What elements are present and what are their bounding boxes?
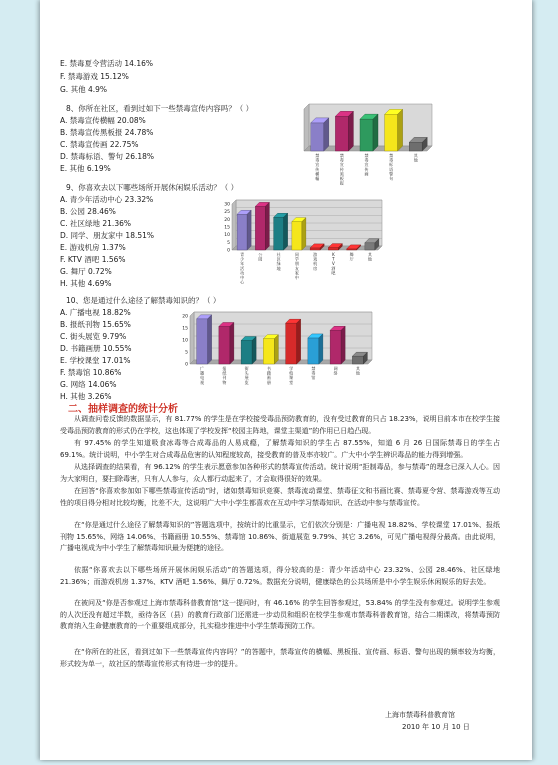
chart-category-label: 其他: [367, 252, 372, 262]
q10-option: A. 广播电视 18.82%: [60, 308, 131, 317]
chart-category-label: 其他: [413, 153, 418, 163]
chart-bar-side: [297, 319, 301, 364]
chart-category-label: 社区绿地: [276, 252, 281, 271]
chart-category-label: 舞厅: [349, 252, 354, 262]
chart-bar: [255, 206, 265, 250]
chart-bar-side: [265, 202, 269, 250]
chart-category-label: 广播电视: [200, 366, 205, 385]
chart-category-label: 游戏机房: [313, 252, 318, 271]
q8-option: C. 禁毒宣传画 22.75%: [60, 140, 139, 149]
q9-bar-chart: [218, 194, 393, 284]
q10-option: G. 网络 14.06%: [60, 380, 117, 389]
q7-option-e: E. 禁毒夏令营活动 14.16%: [60, 59, 153, 68]
chart-bar: [365, 243, 375, 250]
chart-bar-side: [247, 210, 251, 250]
chart-category-label: K T V 酒吧: [331, 252, 336, 276]
q8-bar-chart: [296, 98, 446, 186]
chart-category-label: 书籍画册: [266, 366, 271, 385]
chart-tick-label: 0: [185, 362, 188, 368]
chart-bar-side: [373, 114, 378, 151]
q10-option: F. 禁毒馆 10.86%: [60, 368, 122, 377]
chart-bar: [237, 214, 247, 250]
chart-bar-side: [341, 326, 345, 364]
signature-org: 上海市禁毒科普教育馆: [385, 711, 455, 719]
q10-option: H. 其他 3.26%: [60, 392, 112, 401]
chart-bar: [360, 119, 373, 151]
q8-option: E. 其他 6.19%: [60, 164, 111, 173]
paragraph: 在“你所在的社区，看到过如下一些禁毒宣传内容吗？”的答题中，禁毒宣传的横幅、黑板报、宣传画、标语、警句出现的频率较为均衡，形式较为单一，故社区的禁毒宣传形式有待进一步的提升。: [60, 648, 500, 668]
chart-bar: [241, 341, 252, 364]
chart-category-label: 禁毒馆: [311, 366, 316, 381]
chart-tick-label: 20: [224, 217, 230, 223]
chart-bar-side: [398, 109, 403, 151]
chart-tick-label: 25: [224, 210, 230, 216]
q10-option: B. 报纸刊物 15.65%: [60, 320, 131, 329]
q8-title: 8、你所在社区，看到过如下一些禁毒宣传内容吗？（ ）: [66, 104, 254, 113]
chart-side-wall: [190, 312, 194, 364]
chart-bar-side: [208, 315, 212, 364]
chart-tick-label: 0: [227, 248, 230, 254]
chart-tick-label: 5: [185, 350, 188, 356]
q9-option: H. 其他 4.69%: [60, 279, 112, 288]
q9-option: C. 社区绿地 21.36%: [60, 219, 131, 228]
q10-option: E. 学校课堂 17.01%: [60, 356, 131, 365]
paragraph: 在回答“你喜欢参加如下哪些禁毒宣传活动”时，诸如禁毒知识竞赛、禁毒流动课堂、禁毒征文和书画比赛、禁毒夏令营、禁毒游戏等互动性的项目得分相对比较均衡，比差不大，这说明广大中小学生都喜欢在互动中学习禁毒知识、在活动中参与禁毒宣传。: [60, 487, 500, 507]
chart-bar-side: [324, 118, 329, 151]
chart-bar: [310, 248, 320, 250]
signature-date: 2010 年 10 月 10 日: [402, 723, 470, 731]
chart-category-label: 其他: [355, 366, 360, 376]
chart-bar-side: [302, 218, 306, 250]
chart-bar: [292, 222, 302, 250]
q10-option: D. 书籍画册 10.55%: [60, 344, 132, 353]
chart-side-wall: [304, 104, 309, 151]
chart-bar: [197, 319, 208, 364]
q7-option-g: G. 其他 4.9%: [60, 85, 108, 94]
chart-bar: [328, 248, 338, 250]
chart-category-label: 网络: [333, 366, 338, 376]
q10-title: 10、您是通过什么途径了解禁毒知识的？（ ）: [66, 296, 221, 305]
q8-option: A. 禁毒宣传横幅 20.08%: [60, 116, 146, 125]
chart-side-wall: [232, 200, 236, 250]
chart-category-label: 禁毒宣传黑板报: [339, 153, 344, 186]
chart-tick-label: 20: [182, 314, 188, 320]
chart-bar: [219, 326, 230, 364]
chart-category-label: 学校课堂: [289, 366, 294, 385]
chart-bar: [263, 339, 274, 364]
chart-tick-label: 5: [227, 240, 230, 246]
chart-category-label: 禁毒标语警句: [389, 153, 394, 181]
paragraph: 在被问及“你是否参观过上海市禁毒科普教育馆”这一提问时，有 46.16% 的学生回答参观过，53.84% 的学生没有参观过。说明学生参观的人次还没有超过半数，亟待各区（县）的教育行政部门还需进一步动员和组织在校学生参观市禁毒科普教育馆，结合二期课改，将禁毒预防教育纳入生命健康教育的一个重要组成部分，扎实稳步推进中小学生禁毒预防工作。: [60, 599, 500, 631]
chart-bar: [409, 142, 422, 151]
q8-option: B. 禁毒宣传黑板报 24.78%: [60, 128, 154, 137]
paragraph: 依据“你喜欢去以下哪些场所开展休闲娱乐活动”的答题选项，得分较高的是：青少年活动中心 23.32%、公园 28.46%、社区绿地 21.36%；而游戏机房 1.37%、KTV 酒吧 1.56%、舞厅 0.72%。数据充分说明，健康绿色的公共场所是中小学生娱乐休闲娱乐的好去处。: [60, 566, 500, 586]
chart-tick-label: 15: [182, 326, 188, 332]
chart-bar-side: [252, 337, 256, 364]
chart-bar: [311, 123, 324, 151]
chart-category-label: 同学朋友家中: [294, 252, 299, 280]
chart-category-label: 禁毒宣传画: [364, 153, 369, 177]
paragraph: 在“你是通过什么途径了解禁毒知识的”答题选项中，按统计的比重显示，它们依次分别是：广播电视 18.82%、学校课堂 17.01%、报纸刊物 15.65%、网络 14.06%、书籍画册 10.55%、禁毒馆 10.86%、街道展览 9.79%、其它 3.26%，可见广播电视得分最高。由此说明，广播电视成为中小学生了解禁毒知识最为便捷的途径。: [60, 521, 500, 553]
q9-option: F. KTV 酒吧 1.56%: [60, 255, 126, 264]
chart-bar: [286, 323, 297, 364]
q9-option: E. 游戏机房 1.37%: [60, 243, 126, 252]
q9-option: G. 舞厅 0.72%: [60, 267, 112, 276]
q10-bar-chart: [176, 308, 376, 396]
paragraph: 从选择调查的结果看，有 96.12% 的学生表示愿意参加各种形式的禁毒宣传活动。统计说明“拒制毒品，参与禁毒”的理念已深入人心。因为大家明白，要扫除毒害，只有人人参与，众人都行动起来了，才会取得很好的效果。: [60, 463, 500, 483]
chart-bar-side: [230, 322, 234, 364]
chart-category-label: 禁毒宣传横幅: [315, 153, 320, 181]
q9-title: 9、你喜欢去以下哪些场所开展休闲娱乐活动？（ ）: [66, 183, 239, 192]
chart-category-label: 报纸刊物: [222, 366, 227, 385]
chart-bar: [330, 330, 341, 364]
chart-category-label: 青少年活动中心: [240, 252, 245, 285]
q10-option: C. 街头展览 9.79%: [60, 332, 127, 341]
chart-category-label: 街头展览: [244, 366, 249, 385]
section-title: 二、抽样调查的统计分析: [68, 404, 178, 415]
chart-bar-side: [274, 335, 278, 364]
chart-tick-label: 10: [182, 338, 188, 344]
chart-tick-label: 15: [224, 225, 230, 231]
q9-option: D. 同学、朋友家中 18.51%: [60, 231, 155, 240]
chart-bar: [274, 217, 284, 250]
q9-option: A. 青少年活动中心 23.32%: [60, 195, 154, 204]
chart-bar-side: [284, 213, 288, 250]
chart-bar: [335, 116, 348, 151]
chart-category-label: 公园: [258, 252, 263, 262]
chart-bar: [385, 114, 398, 151]
paragraph: 从调查问卷反馈的数据显示，有 81.77% 的学生是在学校接受毒品预防教育的，没有受过教育的只占 18.23%，说明目前本市在校学生接受毒品预防教育的形式仍在学校，这也体现了学校发挥“校园主阵地，课堂主渠道”的作用已日趋凸现。: [60, 415, 500, 435]
paragraph: 有 97.45% 的学生知道吸食冰毒等合成毒品的人易成瘾，了解禁毒知识的学生占 87.55%，知道 6 月 26 日国际禁毒日的学生占 69.1%。统计说明，中小学生对合成毒品危害的认知程度较高，接受教育的普及率亦较广。广大中小学生辨识毒品的能力得到增强。: [60, 439, 500, 459]
chart-bar-side: [319, 334, 323, 364]
chart-bar: [352, 356, 363, 364]
q7-option-f: F. 禁毒游戏 15.12%: [60, 72, 129, 81]
chart-tick-label: 30: [224, 202, 230, 208]
q8-option: D. 禁毒标语、警句 26.18%: [60, 152, 155, 161]
chart-tick-label: 10: [224, 233, 230, 239]
q9-option: B. 公园 28.46%: [60, 207, 116, 216]
chart-bar: [308, 338, 319, 364]
chart-bar-side: [348, 111, 353, 151]
